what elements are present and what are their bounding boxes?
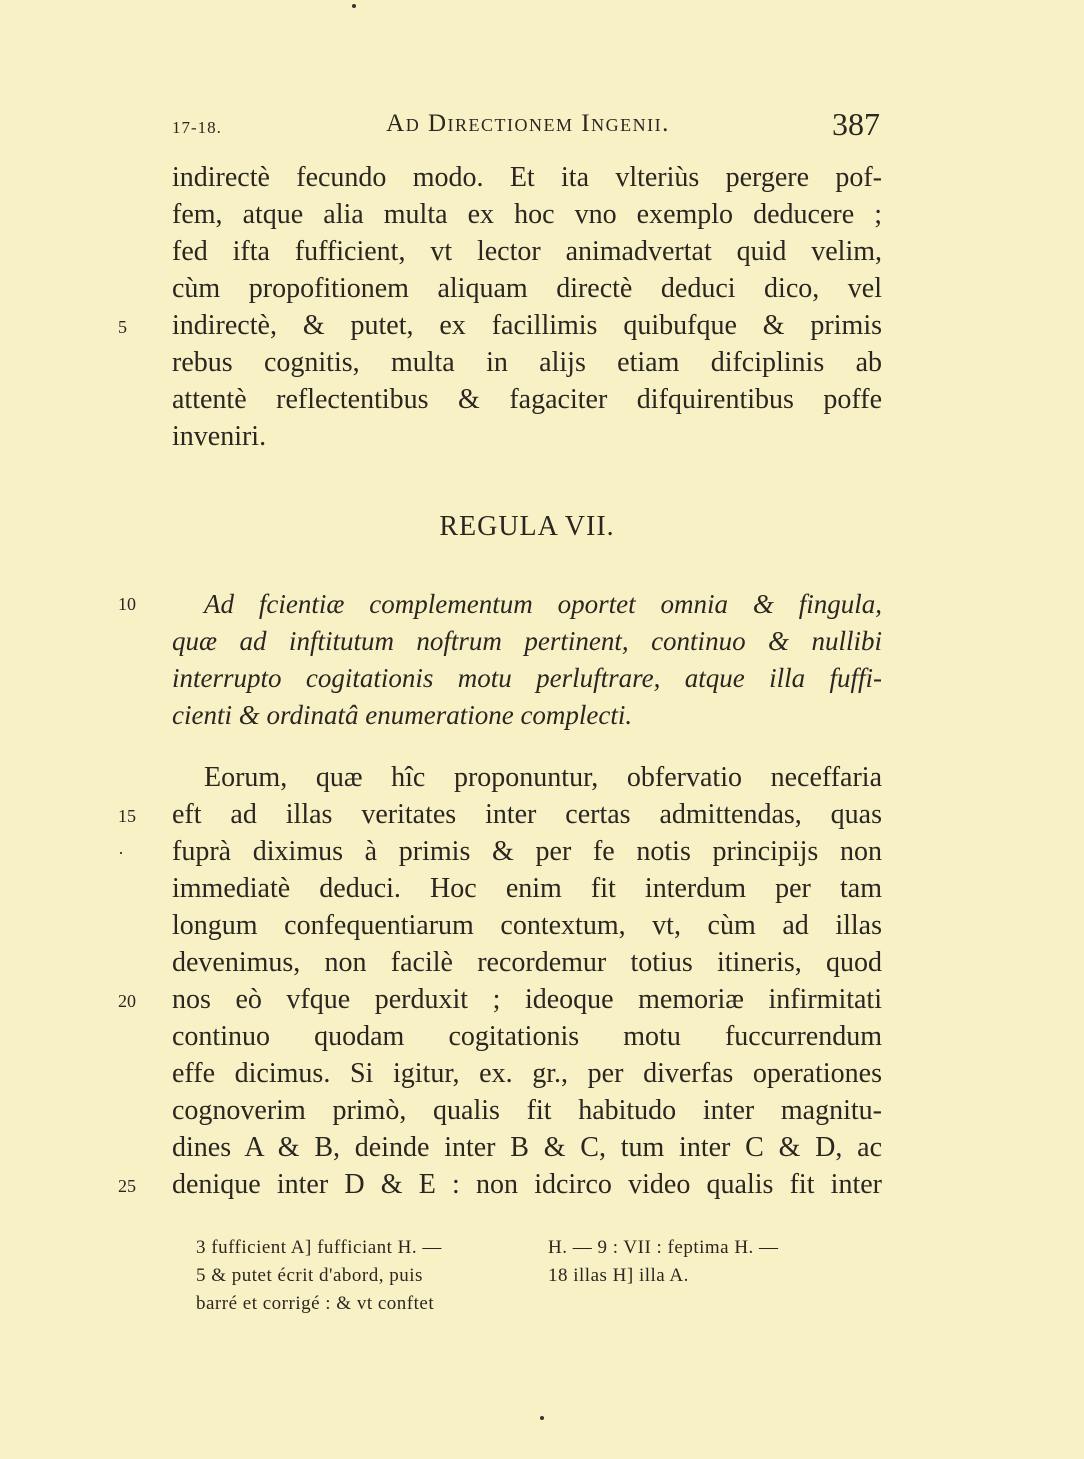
paragraph-body xyxy=(172,759,882,1203)
text-line: interrupto cogitationis motu perluftrare, atque illa fuffi- xyxy=(172,663,882,693)
text-line: Eorum, quæ hîc proponuntur, obfervatio neceffaria xyxy=(204,762,882,793)
apparatus-note: 3 fufficient A] fufficiant H. — xyxy=(196,1237,442,1258)
text-line: longum confequentiarum contextum, vt, cùm ad illas xyxy=(172,910,882,941)
text-line: Ad fcientiæ complementum oportet omnia & fingula, xyxy=(204,589,882,619)
text-line: continuo quodam cogitationis motu fuccurrendum xyxy=(172,1021,882,1052)
text-line: cùm propofitionem aliquam directè deduci dico, vel xyxy=(172,273,882,304)
text-line: indirectè, & putet, ex facillimis quibufque & primis xyxy=(172,310,882,341)
text-line: dines A & B, deinde inter B & C, tum inter C & D, ac xyxy=(172,1132,882,1163)
running-head xyxy=(172,108,884,144)
rule-heading: REGULA VII. xyxy=(439,511,615,542)
text-line: quæ ad inftitutum noftrum pertinent, continuo & nullibi xyxy=(172,626,882,656)
text-line: indirectè fecundo modo. Et ita vlteriùs pergere pof- xyxy=(172,162,882,193)
text-line: effe dicimus. Si igitur, ex. gr., per diverfas operationes xyxy=(172,1058,882,1089)
text-line: cienti & ordinatâ enumeratione complecti. xyxy=(172,700,633,730)
line-number: 25 xyxy=(118,1176,136,1196)
page-number: 387 xyxy=(832,106,880,142)
running-title: Ad Directionem Ingenii. xyxy=(386,110,670,137)
text-line: rebus cognitis, multa in alijs etiam difciplinis ab xyxy=(172,347,882,378)
ink-speck xyxy=(352,4,356,8)
line-number: 20 xyxy=(118,991,136,1011)
text-line: fed ifta fufficient, vt lector animadvertat quid velim, xyxy=(172,236,882,267)
text-line: fuprà diximus à primis & per fe notis principijs non xyxy=(172,836,882,867)
rule-statement xyxy=(172,586,882,734)
text-line: nos eò vfque perduxit ; ideoque memoriæ infirmitati xyxy=(172,984,882,1015)
margin-dot: · xyxy=(118,843,124,863)
section-range: 17-18. xyxy=(172,118,222,137)
text-line: cognoverim primò, qualis fit habitudo inter magnitu- xyxy=(172,1095,882,1126)
text-line: eft ad illas veritates inter certas admittendas, quas xyxy=(172,799,882,830)
text-line: attentè reflectentibus & fagaciter difquirentibus poffe xyxy=(172,384,882,415)
text-line: fem, atque alia multa ex hoc vno exemplo deducere ; xyxy=(172,199,882,230)
text-line: devenimus, non facilè recordemur totius itineris, quod xyxy=(172,947,882,978)
apparatus-right-column xyxy=(548,1234,888,1290)
apparatus-note: 5 & putet écrit d'abord, puis xyxy=(196,1265,423,1286)
ink-speck xyxy=(540,1416,544,1420)
paragraph-continuation xyxy=(172,159,882,455)
line-number: 5 xyxy=(118,317,127,337)
line-number: 15 xyxy=(118,806,136,826)
line-number: 10 xyxy=(118,594,136,614)
text-line: denique inter D & E : non idcirco video qualis fit inter xyxy=(172,1169,882,1200)
apparatus-note: H. — 9 : VII : feptima H. — xyxy=(548,1237,779,1258)
text-line: inveniri. xyxy=(172,421,267,452)
apparatus-left-column xyxy=(196,1234,506,1318)
apparatus-note: barré et corrigé : & vt conftet xyxy=(196,1293,435,1314)
text-line: immediatè deduci. Hoc enim fit interdum per tam xyxy=(172,873,882,904)
apparatus-note: 18 illas H] illa A. xyxy=(548,1265,689,1286)
